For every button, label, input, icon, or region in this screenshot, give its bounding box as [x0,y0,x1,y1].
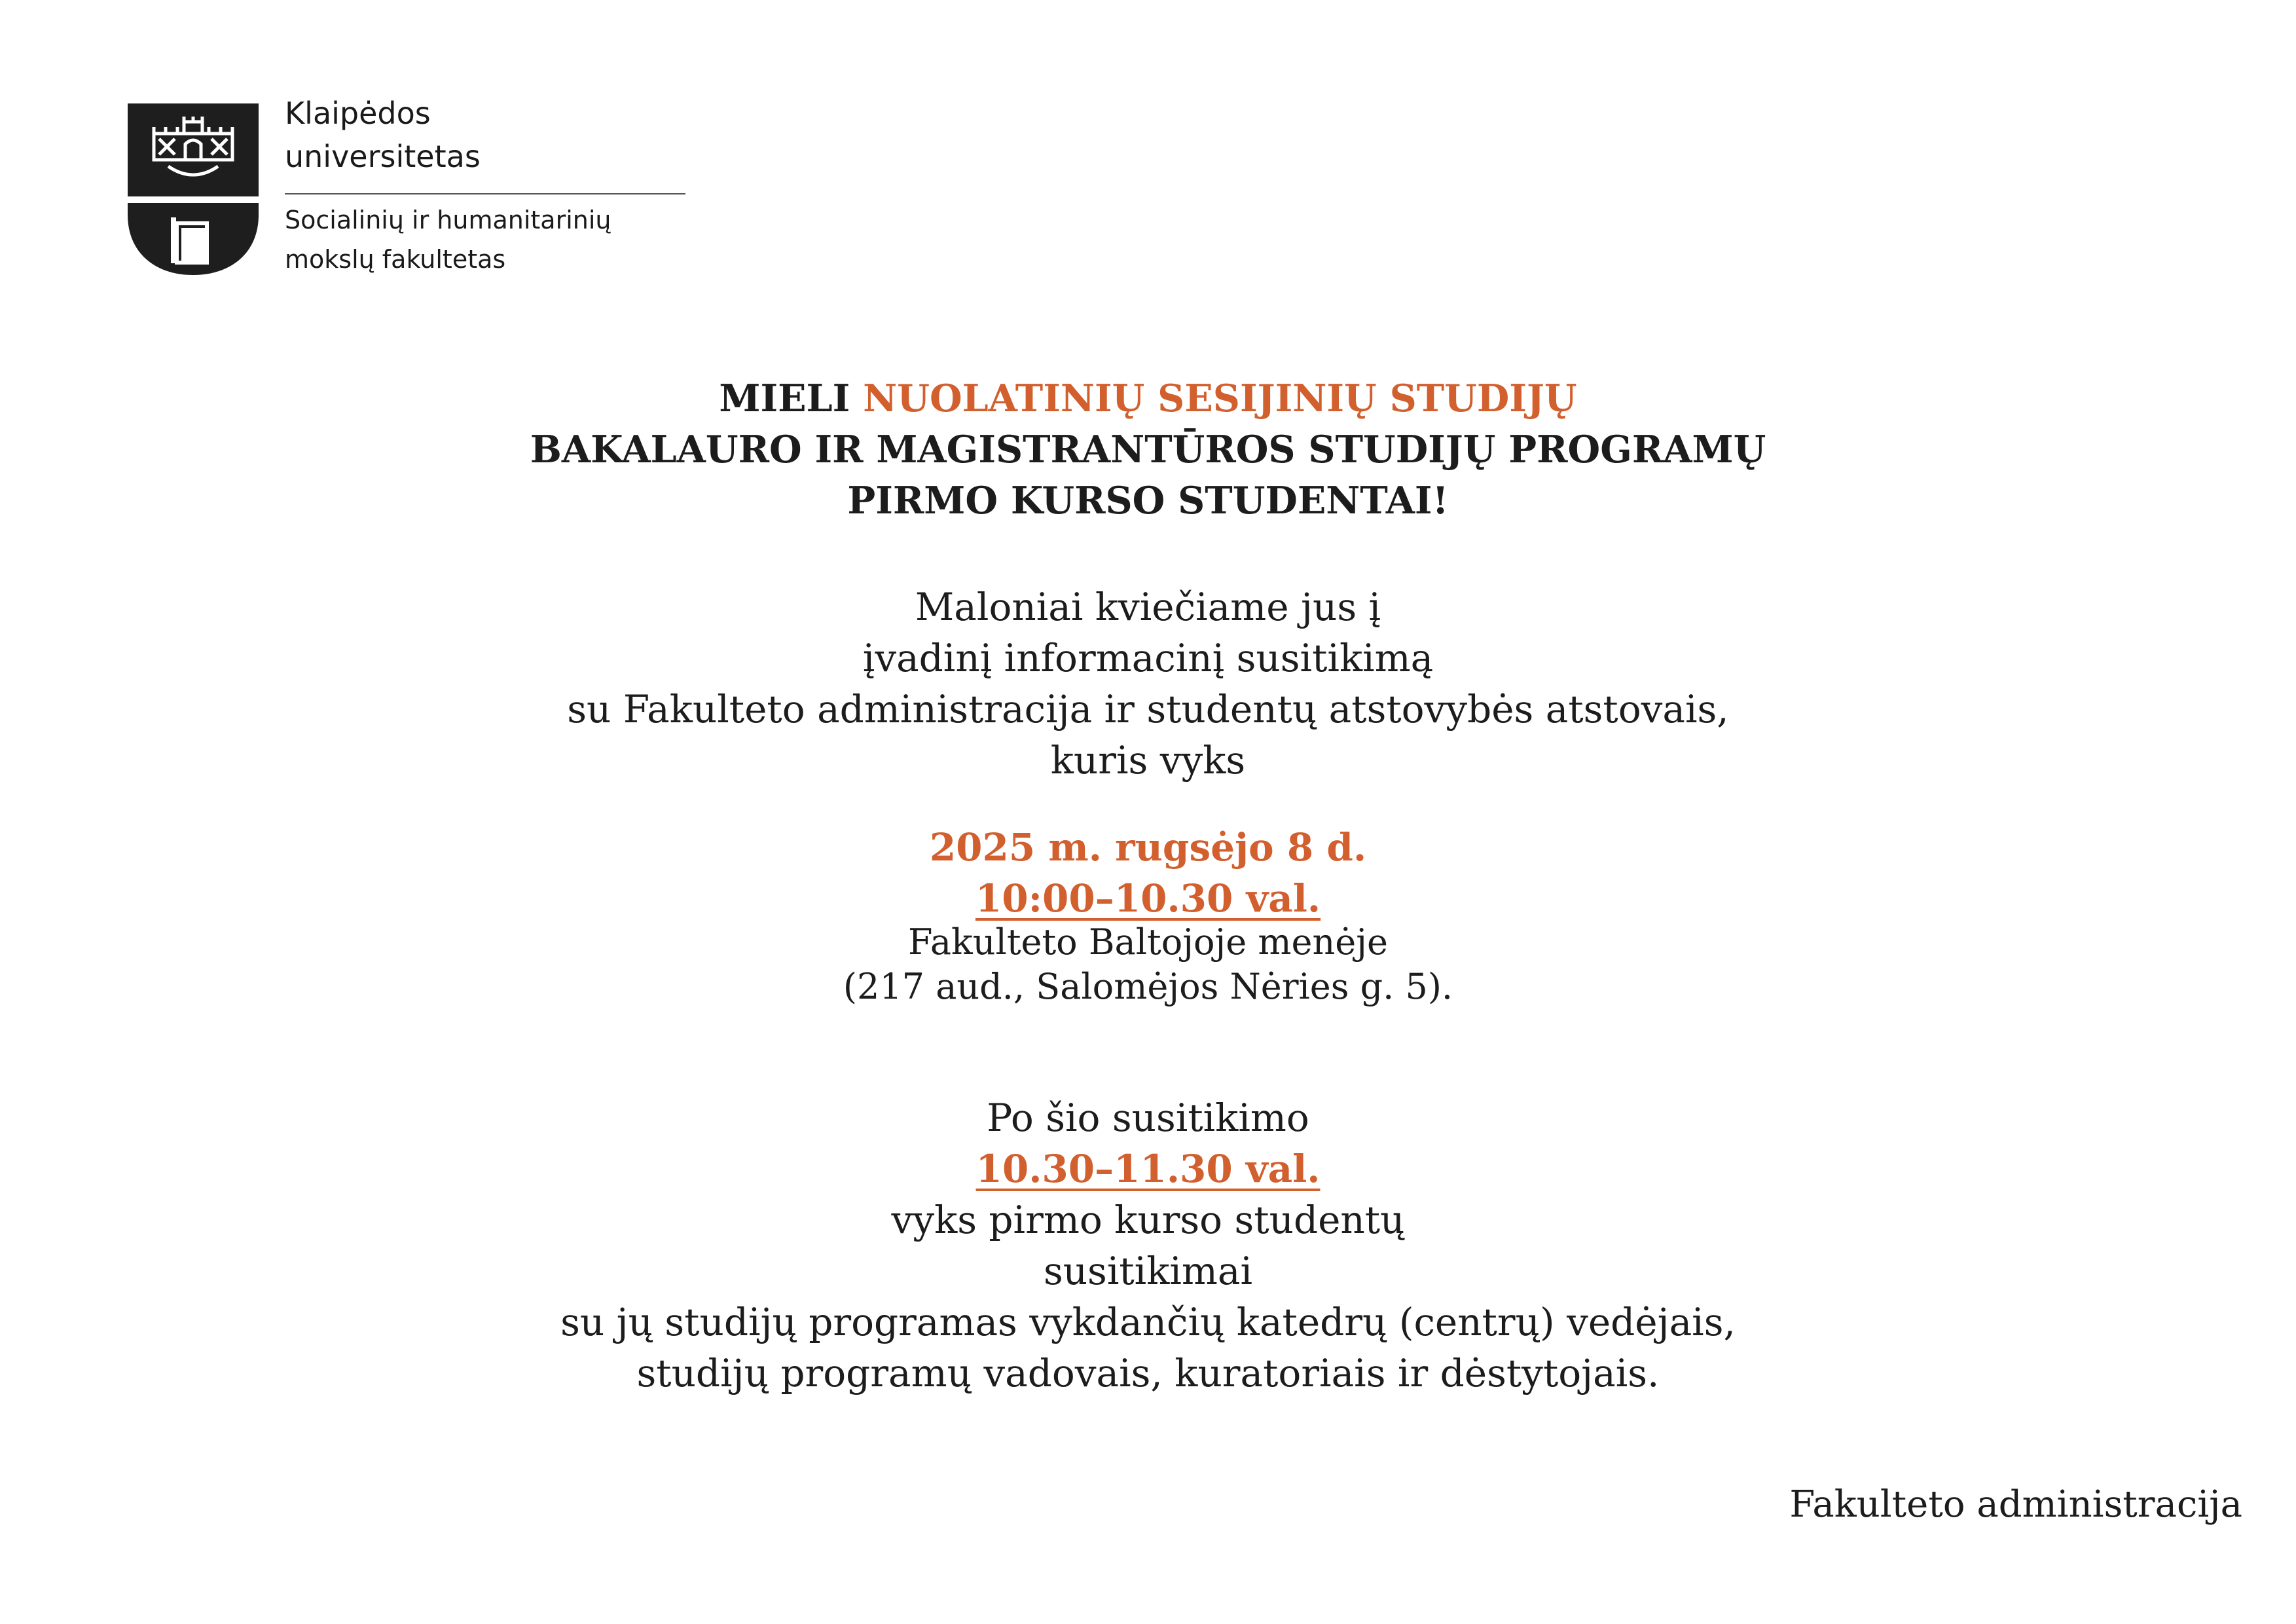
invitation-text [0,581,2296,786]
heading-line2: BAKALAURO IR MAGISTRANTŪROS STUDIJŲ PROGRAMŲ [530,428,1766,471]
heading-accent: NUOLATINIŲ SESIJINIŲ STUDIJŲ [863,377,1577,420]
meeting-datetime [0,822,2296,924]
heading-line1 [0,373,2296,424]
followup-line3: susitikimai [1043,1249,1253,1293]
invitation-line2: įvadinį informacinį susitikimą [862,636,1434,680]
followup-line2: vyks pirmo kurso studentų [891,1198,1405,1242]
followup-line5: studijų programų vadovais, kuratoriais ir dėstytojais. [636,1351,1660,1395]
university-crest-icon [128,103,259,275]
venue-line1: Fakulteto Baltojoje menėje [908,921,1388,963]
university-name-line1: Klaipėdos [285,96,431,131]
announcement-heading [0,373,2296,526]
venue-line2: (217 aud., Salomėjos Nėries g. 5). [843,966,1453,1007]
invitation-line4: kuris vyks [1050,738,1246,783]
followup-text [0,1092,2296,1399]
meeting-time: 10:00–10.30 val. [975,876,1321,921]
meeting-venue [0,920,2296,1009]
logo-divider [285,193,685,194]
heading-prefix: MIELI [719,377,864,420]
meeting-date: 2025 m. rugsėjo 8 d. [929,825,1367,870]
university-name-line2: universitetas [285,139,481,174]
signature: Fakulteto administracija [1789,1483,2242,1526]
faculty-name-line2: mokslų fakultetas [285,245,506,274]
faculty-name [285,200,611,279]
followup-line1: Po šio susitikimo [987,1096,1309,1140]
followup-time: 10.30–11.30 val. [975,1147,1321,1191]
heading-line3: PIRMO KURSO STUDENTAI! [847,479,1449,523]
faculty-logo [128,92,717,288]
university-name [285,92,481,178]
faculty-name-line1: Socialinių ir humanitarinių [285,206,611,234]
followup-line4: su jų studijų programas vykdančių katedrų (centrų) vedėjais, [560,1300,1736,1344]
invitation-line1: Maloniai kviečiame jus į [915,585,1381,629]
invitation-line3: su Fakulteto administracija ir studentų atstovybės atstovais, [567,687,1729,731]
